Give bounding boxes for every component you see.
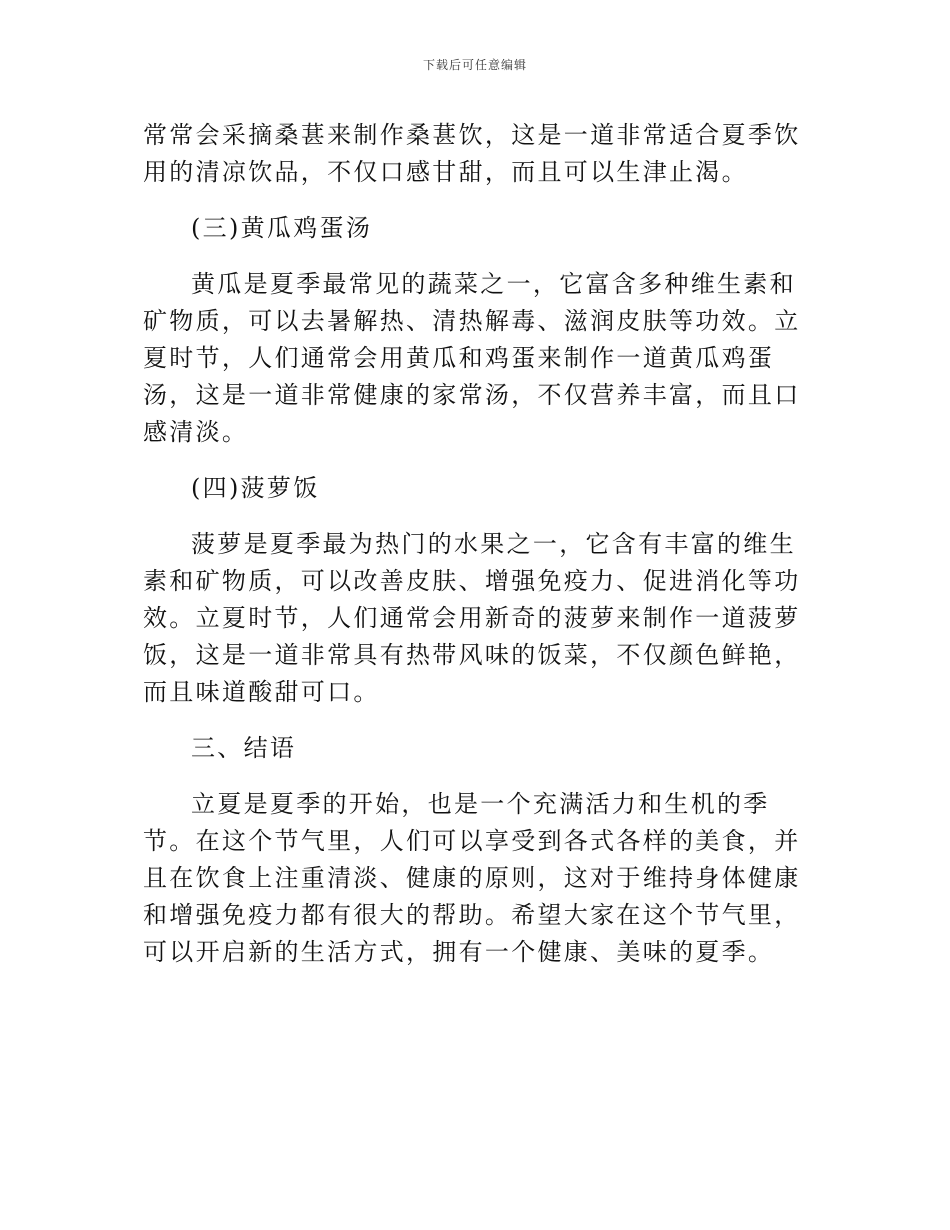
paragraph-mulberry-drink: 常常会采摘桑葚来制作桑葚饮，这是一道非常适合夏季饮用的清凉饮品，不仅口感甘甜，而且可以生津止渴。 — [143, 121, 801, 186]
heading-cucumber-egg-soup: (三)黄瓜鸡蛋汤 — [191, 214, 373, 242]
paragraph-pineapple-rice: 菠萝是夏季最为热门的水果之一，它含有丰富的维生素和矿物质，可以改善皮肤、增强免疫力、促进消化等功效。立夏时节，人们通常会用新奇的菠萝来制作一道菠萝饭，这是一道非常具有热带风味的饭菜，不仅颜色鲜艳，而且味道酸甜可口。 — [143, 530, 801, 706]
document-body — [143, 117, 813, 971]
paragraph-cucumber-egg-soup: 黄瓜是夏季最常见的蔬菜之一，它富含多种维生素和矿物质，可以去暑解热、清热解毒、滋润皮肤等功效。立夏时节，人们通常会用黄瓜和鸡蛋来制作一道黄瓜鸡蛋汤，这是一道非常健康的家常汤，不仅营养丰富，而且口感清淡。 — [143, 270, 801, 446]
heading-pineapple-rice: (四)菠萝饭 — [191, 474, 320, 502]
page-header: 下载后可任意编辑 — [422, 58, 527, 72]
paragraph-conclusion: 立夏是夏季的开始，也是一个充满活力和生机的季节。在这个节气里，人们可以享受到各式各样的美食，并且在饮食上注重清淡、健康的原则，这对于维持身体健康和增强免疫力都有很大的帮助。希望大家在这个节气里，可以开启新的生活方式，拥有一个健康、美味的夏季。 — [143, 790, 801, 966]
heading-conclusion: 三、结语 — [191, 734, 297, 762]
